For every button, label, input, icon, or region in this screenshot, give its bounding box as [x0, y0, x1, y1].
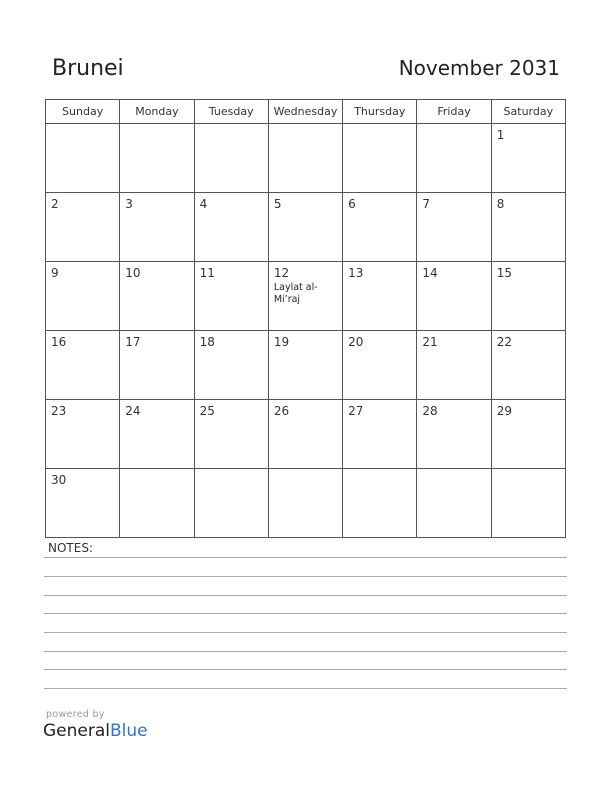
day-number: 9 — [51, 266, 59, 280]
day-number: 24 — [125, 404, 141, 418]
day-number: 20 — [348, 335, 364, 349]
week-row — [46, 400, 566, 469]
day-cell — [194, 331, 268, 400]
day-cell — [268, 124, 342, 193]
weekday-wednesday: Wednesday — [268, 100, 342, 124]
day-number: 5 — [273, 197, 282, 211]
day-number: 30 — [51, 473, 67, 487]
day-number: 15 — [496, 266, 512, 280]
day-cell — [417, 193, 491, 262]
day-number: 8 — [496, 197, 505, 211]
weekday-friday: Friday — [417, 100, 491, 124]
day-cell — [120, 469, 194, 538]
day-cell — [491, 331, 565, 400]
day-cell — [120, 124, 194, 193]
day-number: 16 — [51, 335, 67, 349]
day-cell — [343, 469, 417, 538]
day-cell — [417, 400, 491, 469]
day-cell — [343, 124, 417, 193]
notes-label: NOTES: — [48, 541, 93, 555]
generalblue-logo — [43, 721, 148, 741]
day-number: 11 — [199, 266, 215, 280]
day-cell — [268, 262, 342, 331]
holiday-label: Laylat al-Mi’raj — [273, 282, 318, 305]
week-row — [46, 331, 566, 400]
day-number: 4 — [199, 197, 208, 211]
day-cell — [120, 262, 194, 331]
day-number: 13 — [348, 266, 364, 280]
powered-by-text: powered by — [46, 709, 105, 720]
notes-line — [44, 651, 567, 652]
day-number: 14 — [422, 266, 438, 280]
week-row — [46, 469, 566, 538]
day-cell — [343, 400, 417, 469]
day-cell — [491, 262, 565, 331]
day-number: 1 — [496, 128, 505, 142]
brand-blue: Blue — [110, 721, 148, 741]
day-number: 7 — [422, 197, 431, 211]
day-cell — [343, 331, 417, 400]
country-title: Brunei — [52, 56, 124, 81]
day-cell — [46, 124, 120, 193]
day-cell — [491, 193, 565, 262]
month-title: November 2031 — [398, 56, 560, 80]
day-number: 6 — [348, 197, 356, 211]
day-number: 3 — [125, 197, 133, 211]
day-cell — [268, 400, 342, 469]
day-cell — [46, 400, 120, 469]
weekday-saturday: Saturday — [491, 100, 565, 124]
day-number: 26 — [273, 404, 290, 418]
day-number: 19 — [273, 335, 290, 349]
week-row — [46, 262, 566, 331]
day-number: 12 — [273, 266, 290, 280]
calendar-grid — [45, 99, 566, 538]
weekday-header-row — [46, 100, 566, 124]
day-cell — [120, 193, 194, 262]
day-cell — [194, 469, 268, 538]
day-cell — [491, 469, 565, 538]
day-number: 17 — [125, 335, 141, 349]
day-number: 28 — [422, 404, 438, 418]
brand-general: General — [43, 721, 110, 741]
day-cell — [194, 262, 268, 331]
day-number: 25 — [199, 404, 215, 418]
day-cell — [268, 469, 342, 538]
day-cell — [417, 331, 491, 400]
day-number: 18 — [199, 335, 215, 349]
notes-line — [44, 595, 567, 596]
day-number: 27 — [348, 404, 364, 418]
notes-line — [44, 632, 567, 633]
notes-line — [44, 613, 567, 614]
day-cell — [120, 400, 194, 469]
day-number: 29 — [496, 404, 512, 418]
day-cell — [46, 331, 120, 400]
week-row — [46, 124, 566, 193]
day-cell — [268, 193, 342, 262]
day-cell — [120, 331, 194, 400]
day-number: 21 — [422, 335, 438, 349]
weekday-monday: Monday — [120, 100, 194, 124]
day-cell — [46, 193, 120, 262]
week-row — [46, 193, 566, 262]
day-cell — [194, 193, 268, 262]
day-cell — [194, 400, 268, 469]
day-number: 2 — [51, 197, 59, 211]
day-number: 22 — [496, 335, 512, 349]
day-cell — [417, 469, 491, 538]
notes-line — [44, 557, 567, 558]
day-cell — [491, 124, 565, 193]
weekday-thursday: Thursday — [343, 100, 417, 124]
day-number: 10 — [125, 266, 141, 280]
notes-line — [44, 688, 567, 689]
notes-line — [44, 576, 567, 577]
day-number: 23 — [51, 404, 67, 418]
notes-line — [44, 669, 567, 670]
day-cell — [343, 193, 417, 262]
day-cell — [417, 262, 491, 331]
day-cell — [194, 124, 268, 193]
day-cell — [491, 400, 565, 469]
day-cell — [46, 469, 120, 538]
weekday-sunday: Sunday — [46, 100, 120, 124]
day-cell — [343, 262, 417, 331]
day-cell — [268, 331, 342, 400]
weekday-tuesday: Tuesday — [194, 100, 268, 124]
day-cell — [46, 262, 120, 331]
day-cell — [417, 124, 491, 193]
